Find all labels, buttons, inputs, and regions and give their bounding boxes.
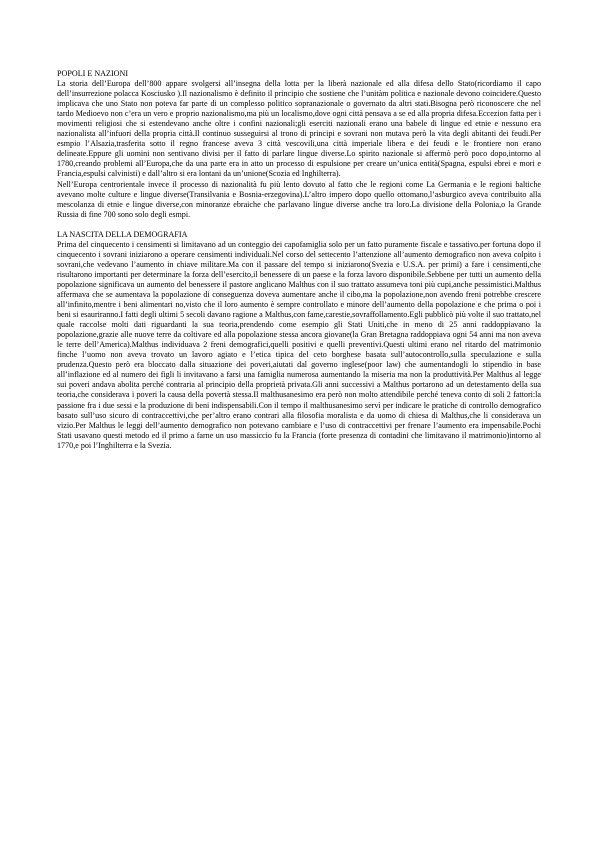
paragraph: Prima del cinquecento i censimenti si limitavano ad un conteggio dei capofamiglia solo per un fatto puramente fiscale e tassativo.per fortuna dopo il cinquecento i sovrani iniziarono a operare censimenti individuali.Nel corso del settecento l’attenzione all’aumento demografico non aveva colpito i sovrani,che vedevano l’aumento in chiave militare.Ma con il passare del tempo si iniziarono(Svezia e U.S.A. per primi) a fare i censimenti,che risultarono importanti per determinare la forza dell’esercito,il benessere di un paese e la forza lavoro disponibile.Sebbene per tutti un aumento della popolazione significava un aumento del benessere il pastore anglicano Malthus con il suo trattato assumeva toni più cupi,anche pessimistici.Malthus affermava che se aumentava la popolazione di conseguenza doveva aumentare anche il cibo,ma la popolazione,non avendo freni potrebbe crescere all’infinito,mentre i beni alimentari no,visto che il loro aumento è sempre controllato e minore dell’aumento della popolazione e che prima o poi i beni si esauriranno.I fatti degli ultimi 5 secoli davano ragione a Malthus,con fame,carestie,sovraffollamento.Egli pubblicò più volte il suo trattato,nel quale raccolse molti dati riguardanti la sua teoria,prendendo come esempio gli Stati Uniti,che in meno di 25 anni raddoppiavano la popolazione,grazie alle nuove terre da coltivare ed alla popolazione stessa ancora giovane(la Gran Bretagna raddoppiava ogni 54 anni ma non aveva le terre dell’America).Malthus individuava 2 freni demografici,quelli positivi e quelli preventivi.Questi ultimi erano nel ritardo del matrimonio finche l’uomo non aveva trovato un lavoro agiato e l’etica tipica del ceto borghese basata sull’autocontrollo,sulla speculazione e sulla prudenza.Questo però era bloccato dalla situazione dei poveri,aiutati dal governo inglese(poor law) che aumentandogli lo stipendio in base all’inflazione ed al numero dei figli li invitavano a farsi una famiglia numerosa aumentando la miseria ma non la produttività.Per Malthus al legge sui poveri andava abolita perché contraria al principio della proprietà privata.Gli anni successivi a Malthus portarono ad un detestamento della sua teoria,che considerava i poveri la causa della povertà stessa.Il malthusanesimo era però non molto attendibile perché teneva conto di soli 2 fattori:la passione fra i due sessi e la produzione di beni indispensabili.Con il tempo il malthusanesimo servì per indicare le pratiche di controllo demografico basato sull’uso sicuro di contraccettivi,che per’altro erano contrari alla filosofia moralista e da uomo di chiesa di Malthus,che li considerava un vizio.Per Malthus le leggi dell’aumento demografico non potevano cambiare e l’uso di contraccettivi per frenare l’aumento era impensabile.Pochi Stati usavano questi metodo ed il primo a farne un uso massiccio fu la Francia (forte presenza di contadini che limitavano il matrimonio)intorno al 1770,e poi l’Inghilterra e la Svezia. [57,239,541,450]
paragraph: Nell’Europa centrorientale invece il processo di nazionalità fu più lento dovuto al fatto che le regioni come La Germania e le regioni baltiche avevano molte culture e lingue diverse(Transilvania e Bosnia-erzegovina).L’altro impero dopo quello ottomano,l’asburgico aveva contribuito alla mescolanza di etnie e lingue diverse,con minoranze ebraiche che parlavano lingue diverse anche tra loro.La divisione della Polonia,o la Grande Russia di fine 700 sono solo degli esmpi. [57,179,541,219]
document-page [57,69,541,451]
section-nascita-demografia [57,230,541,451]
paragraph: La storia dell’Europa dell’800 appare svolgersi all’insegna della lotta per la liberà nazionale ed alla difesa dello Stato(ricordiamo il capo dell’insurrezione polacca Kosciusko ).Il nazionalismo è definito il principio che sostiene che l’unitàm politica e nazionale devono coincidere.Questo implicava che uno Stato non poteva far parte di un complesso politico sopranazionale o governato da altri stati.Bisogna però riconoscere che nel tardo Medioevo non c’era un vero e proprio nazionalismo,ma più un localismo,dove ogni città pensava a se ed alla propria difesa.Eccezion fatta per i movimenti religiosi che si estendevano anche oltre i confini nazionali;gli eserciti nazionali erano una babele di lingue ed etnie e nessuno era nazionalista all’infuori della propria città.Il continuo susseguirsi al trono di principi e sovrani non mutava però la vita degli abitanti dei feudi.Per esmpio l’Alsazia,trasferita sotto il regno francese aveva 3 città vescovili,una città imperiale libera e dei feudi e le frontiere non erano delineate.Eppure gli uomini non sentivano divisi per il fatto di parlare lingue diverse.Lo spirito nazionale si affermò però poco dopo,intorno al 1780,creando problemi all’Europa,che da una parte era in atto un processo di espulsione per creare un’unica entità(Spagna, espulsi ebrei e mori e Francia,espulsi calvinisti) e dall’altro si era lontani da un’unione(Scozia ed Inghilterra). [57,79,541,179]
section-heading: POPOLI E NAZIONI [57,69,129,78]
section-heading: LA NASCITA DELLA DEMOGRAFIA [57,229,188,239]
section-popoli-e-nazioni [57,69,541,220]
